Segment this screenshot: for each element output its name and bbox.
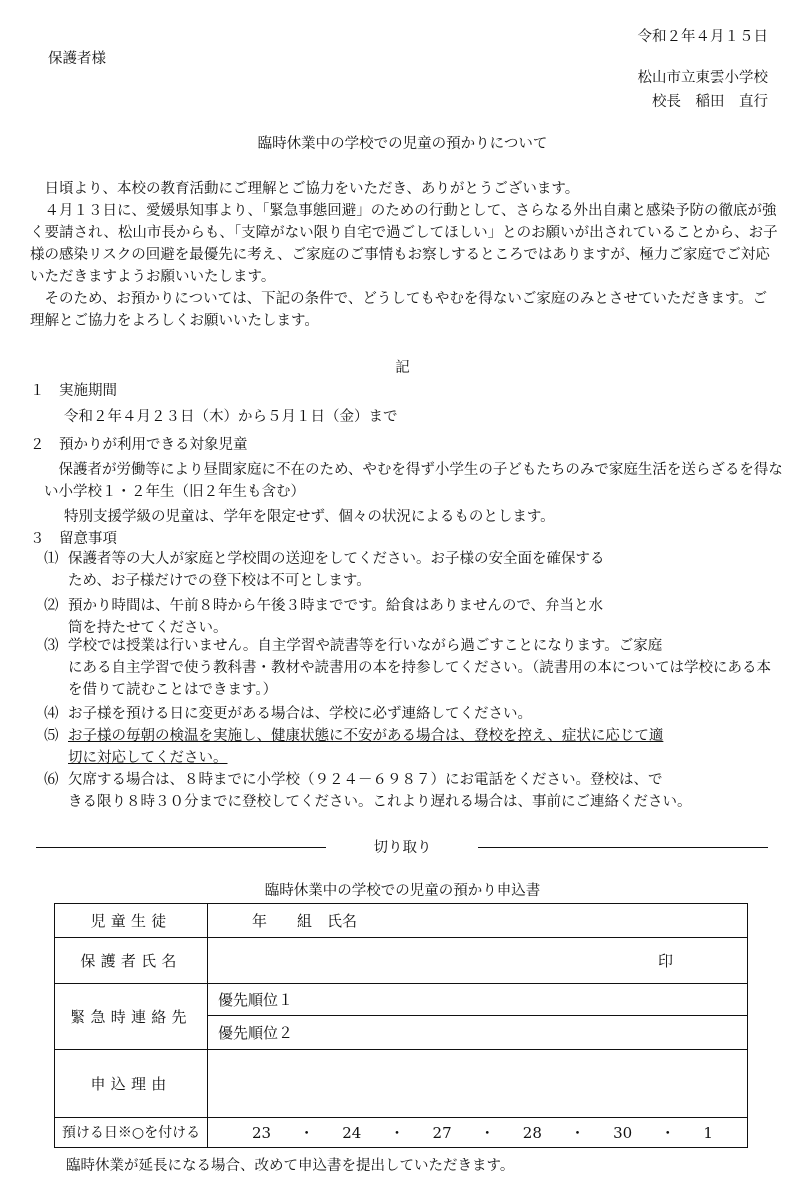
ki-heading: 記 <box>395 360 410 376</box>
dates-field[interactable] <box>208 1118 748 1148</box>
date-option[interactable]: 1 <box>703 1123 713 1142</box>
section-3-heading: ３ 留意事項 <box>30 531 117 547</box>
section-2-heading: ２ 預かりが利用できる対象児童 <box>30 437 248 453</box>
reason-label: 申込理由 <box>55 1050 208 1118</box>
note-text: 預かり時間は、午前８時から午後３時までです。給食はありませんので、弁当と水 <box>68 598 604 614</box>
note-item <box>44 548 784 592</box>
date-option[interactable]: 28 <box>522 1123 542 1142</box>
note-number: ⑴ <box>44 551 59 567</box>
note-text-cont: にある自主学習で使う教科書・教材や読書用の本を持参してください。（読書用の本については学校にある本を借りて読むことはできます。） <box>68 660 771 698</box>
body-paragraph: そのため、お預かりについては、下記の条件で、どうしてもやむを得ないご家庭のみとさせていただきます。ご理解とご協力をよろしくお願いいたします。 <box>30 291 768 329</box>
body-paragraph: ４月１３日に、愛媛県知事より、「緊急事態回避」のための行動として、さらなる外出自粛と感染予防の徹底が強く要請され、松山市長からも、「支障がない限り自宅で過ごしてほしい」とのお願いが出されていることから、お子様の感染リスクの回避を最優先に考え、ご家庭のご事情もお察しするところではありますが、極力ご家庭でご対応いただきますようお願いいたします。 <box>30 203 778 285</box>
school-name: 松山市立東雲小学校 <box>637 70 768 86</box>
note-item <box>44 703 784 725</box>
section-2-paragraph: 保護者が労働等により昼間家庭に不在のため、やむを得ず小学生の子どもたちのみで家庭生活を送らざるを得ない小学校１・２年生（旧２年生も含む） <box>44 462 783 500</box>
form-title: 臨時休業中の学校での児童の預かり申込書 <box>264 883 541 899</box>
body-text <box>30 178 778 332</box>
note-item <box>44 595 784 639</box>
date-separator: ・ <box>660 1123 676 1142</box>
student-label: 児童生徒 <box>55 904 208 938</box>
dates-label: 預ける日※○を付ける <box>55 1118 208 1148</box>
body-paragraph: 日頃より、本校の教育活動にご理解とご協力をいただき、ありがとうございます。 <box>44 181 580 197</box>
note-text: お子様の毎朝の検温を実施し、健康状態に不安がある場合は、登校を控え、症状に応じて適 <box>68 728 664 744</box>
date-option[interactable]: 24 <box>342 1123 362 1142</box>
note-number: ⑵ <box>44 598 59 614</box>
emergency-label: 緊急時連絡先 <box>55 984 208 1050</box>
priority-1-label: 優先順位１ <box>218 990 294 1009</box>
priority-1-field[interactable] <box>208 984 748 1016</box>
student-field-text: 年 組 氏名 <box>252 911 358 930</box>
date-separator: ・ <box>569 1123 585 1142</box>
date-option[interactable]: 30 <box>613 1123 633 1142</box>
note-item-underlined <box>44 725 784 769</box>
section-1-heading: １ 実施期間 <box>30 383 117 399</box>
guardian-label: 保護者氏名 <box>55 938 208 984</box>
section-2-note: 特別支援学級の児童は、学年を限定せず、個々の状況によるものとします。 <box>64 509 555 525</box>
note-number: ⑹ <box>44 772 59 788</box>
note-text: お子様を預ける日に変更がある場合は、学校に必ず連絡してください。 <box>68 706 532 722</box>
note-text: 学校では授業は行いません。自主学習や読書等を行いながら過ごすことになります。ご家庭 <box>68 638 663 654</box>
date-separator: ・ <box>479 1123 495 1142</box>
priority-2-field[interactable] <box>208 1016 748 1050</box>
note-text-cont: 筒を持たせてください。 <box>68 620 228 636</box>
date-option[interactable]: 27 <box>432 1123 452 1142</box>
note-text: 欠席する場合は、８時までに小学校（９２４－６９８７）にお電話をください。登校は、で <box>68 772 663 788</box>
note-text-cont: ため、お子様だけでの登下校は不可とします。 <box>68 573 371 589</box>
note-item <box>44 769 784 813</box>
student-field[interactable] <box>208 904 748 938</box>
note-item <box>44 635 784 701</box>
date-separator: ・ <box>299 1123 315 1142</box>
document-title: 臨時休業中の学校での児童の預かりについて <box>257 136 548 152</box>
date-separator: ・ <box>389 1123 405 1142</box>
note-number: ⑸ <box>44 728 59 744</box>
application-form <box>54 903 748 1148</box>
note-number: ⑶ <box>44 638 59 654</box>
issue-date: 令和２年４月１５日 <box>637 29 768 45</box>
note-text-cont: きる限り８時３０分までに登校してください。これより遅れる場合は、事前にご連絡ください。 <box>68 794 692 810</box>
reason-field[interactable] <box>208 1050 748 1118</box>
sender-block <box>638 66 769 114</box>
guardian-field[interactable] <box>208 938 748 984</box>
stamp-mark: 印 <box>657 951 673 970</box>
principal-name: 校長 稲田 直行 <box>652 94 768 110</box>
note-number: ⑷ <box>44 706 59 722</box>
note-text: 保護者等の大人が家庭と学校間の送迎をしてください。お子様の安全面を確保する <box>68 551 605 567</box>
section-1-body: 令和２年４月２３日（木）から５月１日（金）まで <box>64 409 398 425</box>
date-option[interactable]: 23 <box>252 1123 272 1142</box>
priority-2-label: 優先順位２ <box>218 1023 294 1042</box>
cut-line-right <box>478 847 768 848</box>
note-text-cont: 切に対応してください。 <box>68 750 228 766</box>
cut-label: 切り取り <box>373 840 432 856</box>
recipient: 保護者様 <box>48 51 106 67</box>
footnote: 臨時休業が延長になる場合、改めて申込書を提出していただきます。 <box>66 1158 515 1174</box>
